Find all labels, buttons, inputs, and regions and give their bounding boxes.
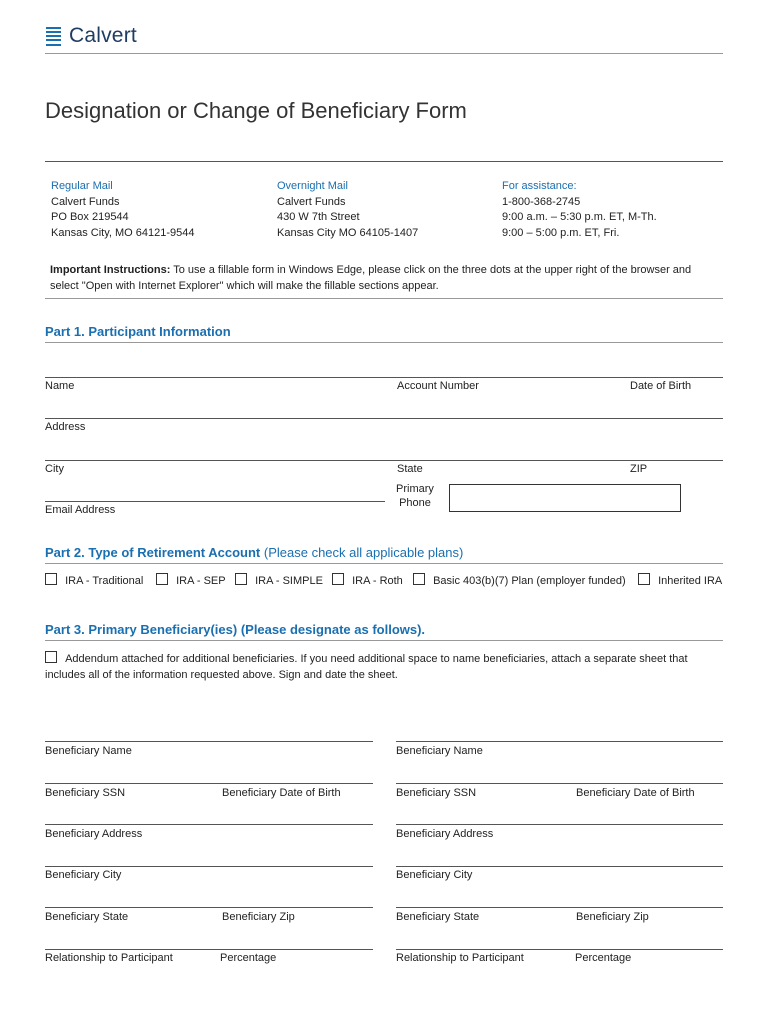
plan-option-ira-sep[interactable] xyxy=(156,573,226,587)
beneficiary-2-ssn-label: Beneficiary SSN xyxy=(396,787,477,799)
beneficiary-1-relationship-label: Relationship to Participant xyxy=(45,952,173,964)
beneficiary-2-city-line[interactable] xyxy=(396,866,723,867)
overnight-mail-line: Calvert Funds xyxy=(277,195,346,208)
calvert-logo xyxy=(46,24,137,48)
plan-option-ira-roth[interactable] xyxy=(332,573,403,587)
assistance-heading: For assistance: xyxy=(502,180,577,192)
assistance-hours: 9:00 – 5:00 p.m. ET, Fri. xyxy=(502,226,620,239)
plan-option-label: IRA - Roth xyxy=(352,575,403,587)
addendum-text: Addendum attached for additional beneficiaries. If you need additional space to name beneficiaries, attach a separate sheet that includes all of the information requested above. Sign and date the sheet. xyxy=(45,653,688,681)
checkbox[interactable] xyxy=(235,573,247,585)
instructions-text: To use a fillable form in Windows Edge, please click on the three dots at the upper right of the browser and select "Open with Internet Explorer" which will make the fillable sections appear. xyxy=(50,264,692,292)
beneficiary-2-address-label: Beneficiary Address xyxy=(396,828,494,840)
state-label: State xyxy=(397,463,423,475)
name-field-line[interactable] xyxy=(45,377,723,378)
checkbox[interactable] xyxy=(413,573,425,585)
beneficiary-1-zip-label: Beneficiary Zip xyxy=(222,911,295,923)
regular-mail-line: Kansas City, MO 64121-9544 xyxy=(51,226,195,239)
city-label: City xyxy=(45,463,64,475)
assistance-hours: 9:00 a.m. – 5:30 p.m. ET, M-Th. xyxy=(502,211,657,223)
plan-option-ira-traditional[interactable] xyxy=(45,573,143,587)
plan-option-label: Inherited IRA xyxy=(658,575,723,587)
plan-option-label: IRA - Traditional xyxy=(65,575,144,587)
part3-heading xyxy=(45,622,425,637)
primary-phone-input[interactable] xyxy=(449,484,681,512)
part2-heading xyxy=(45,545,463,560)
checkbox[interactable] xyxy=(332,573,344,585)
title-divider xyxy=(45,161,723,162)
assistance-block xyxy=(502,179,657,241)
checkbox[interactable] xyxy=(638,573,650,585)
beneficiary-2-zip-label: Beneficiary Zip xyxy=(576,911,649,923)
plan-option-label: Basic 403(b)(7) Plan (employer funded) xyxy=(433,575,626,587)
beneficiary-1-percentage-label: Percentage xyxy=(220,952,277,964)
overnight-mail-line: Kansas City MO 64105-1407 xyxy=(277,226,419,239)
beneficiary-1-dob-label: Beneficiary Date of Birth xyxy=(222,787,341,799)
beneficiary-1-ssn-label: Beneficiary SSN xyxy=(45,787,126,799)
part2-subtitle: (Please check all applicable plans) xyxy=(260,545,464,560)
regular-mail-heading: Regular Mail xyxy=(51,180,113,192)
part2-divider xyxy=(45,563,723,564)
address-label: Address xyxy=(45,421,86,433)
beneficiary-1-state-line[interactable] xyxy=(45,907,373,908)
logo-text: Calvert xyxy=(69,24,137,47)
assistance-phone: 1-800-368-2745 xyxy=(502,195,581,208)
beneficiary-1-ssn-line[interactable] xyxy=(45,783,373,784)
beneficiary-2-city-label: Beneficiary City xyxy=(396,869,473,881)
city-field-line[interactable] xyxy=(45,460,723,461)
zip-label: ZIP xyxy=(630,463,648,475)
beneficiary-2-name-label: Beneficiary Name xyxy=(396,745,483,757)
part3-divider xyxy=(45,640,723,641)
header-divider xyxy=(45,53,723,54)
addendum-row xyxy=(45,651,715,683)
important-instructions xyxy=(50,262,720,294)
plan-option-label: IRA - SEP xyxy=(176,575,226,587)
beneficiary-2-dob-label: Beneficiary Date of Birth xyxy=(576,787,695,799)
beneficiary-2-name-line[interactable] xyxy=(396,741,723,742)
plan-option-inherited-ira[interactable] xyxy=(638,573,722,587)
overnight-mail-block xyxy=(277,179,418,241)
beneficiary-2-state-line[interactable] xyxy=(396,907,723,908)
beneficiary-2-relationship-line[interactable] xyxy=(396,949,723,950)
account-number-label: Account Number xyxy=(397,380,479,392)
form-title: Designation or Change of Beneficiary Form xyxy=(45,98,467,123)
part1-heading xyxy=(45,324,231,339)
email-label: Email Address xyxy=(45,504,116,516)
overnight-mail-line: 430 W 7th Street xyxy=(277,211,360,223)
part1-title: Part 1. Participant Information xyxy=(45,324,231,339)
regular-mail-block xyxy=(51,179,194,241)
beneficiary-1-name-line[interactable] xyxy=(45,741,373,742)
addendum-checkbox[interactable] xyxy=(45,651,57,663)
instructions-divider xyxy=(45,298,723,299)
checkbox[interactable] xyxy=(45,573,57,585)
plan-option-label: IRA - SIMPLE xyxy=(255,575,323,587)
instructions-label: Important Instructions: xyxy=(50,264,171,276)
part1-divider xyxy=(45,342,723,343)
primary-phone-label-line: Primary xyxy=(396,483,434,495)
plan-option-ira-simple[interactable] xyxy=(235,573,323,587)
beneficiary-1-city-label: Beneficiary City xyxy=(45,869,122,881)
beneficiary-2-relationship-label: Relationship to Participant xyxy=(396,952,524,964)
regular-mail-line: Calvert Funds xyxy=(51,195,120,208)
dob-label: Date of Birth xyxy=(630,380,692,392)
primary-phone-label xyxy=(396,483,434,509)
beneficiary-1-relationship-line[interactable] xyxy=(45,949,373,950)
part3-title: Part 3. Primary Beneficiary(ies) (Please designate as follows). xyxy=(45,622,426,637)
overnight-mail-heading: Overnight Mail xyxy=(277,180,348,192)
beneficiary-1-address-line[interactable] xyxy=(45,824,373,825)
part2-title: Part 2. Type of Retirement Account xyxy=(45,545,261,560)
beneficiary-1-name-label: Beneficiary Name xyxy=(45,745,132,757)
name-label: Name xyxy=(45,380,75,392)
logo-mark-icon xyxy=(46,27,61,46)
beneficiary-2-percentage-label: Percentage xyxy=(575,952,632,964)
checkbox[interactable] xyxy=(156,573,168,585)
plan-option-basic-403b7[interactable] xyxy=(413,573,626,587)
beneficiary-2-state-label: Beneficiary State xyxy=(396,911,480,923)
address-field-line[interactable] xyxy=(45,418,723,419)
regular-mail-line: PO Box 219544 xyxy=(51,211,129,223)
beneficiary-1-state-label: Beneficiary State xyxy=(45,911,129,923)
beneficiary-2-address-line[interactable] xyxy=(396,824,723,825)
email-field-line[interactable] xyxy=(45,501,385,502)
primary-phone-label-line: Phone xyxy=(399,497,431,509)
beneficiary-2-ssn-line[interactable] xyxy=(396,783,723,784)
beneficiary-1-city-line[interactable] xyxy=(45,866,373,867)
beneficiary-1-address-label: Beneficiary Address xyxy=(45,828,143,840)
